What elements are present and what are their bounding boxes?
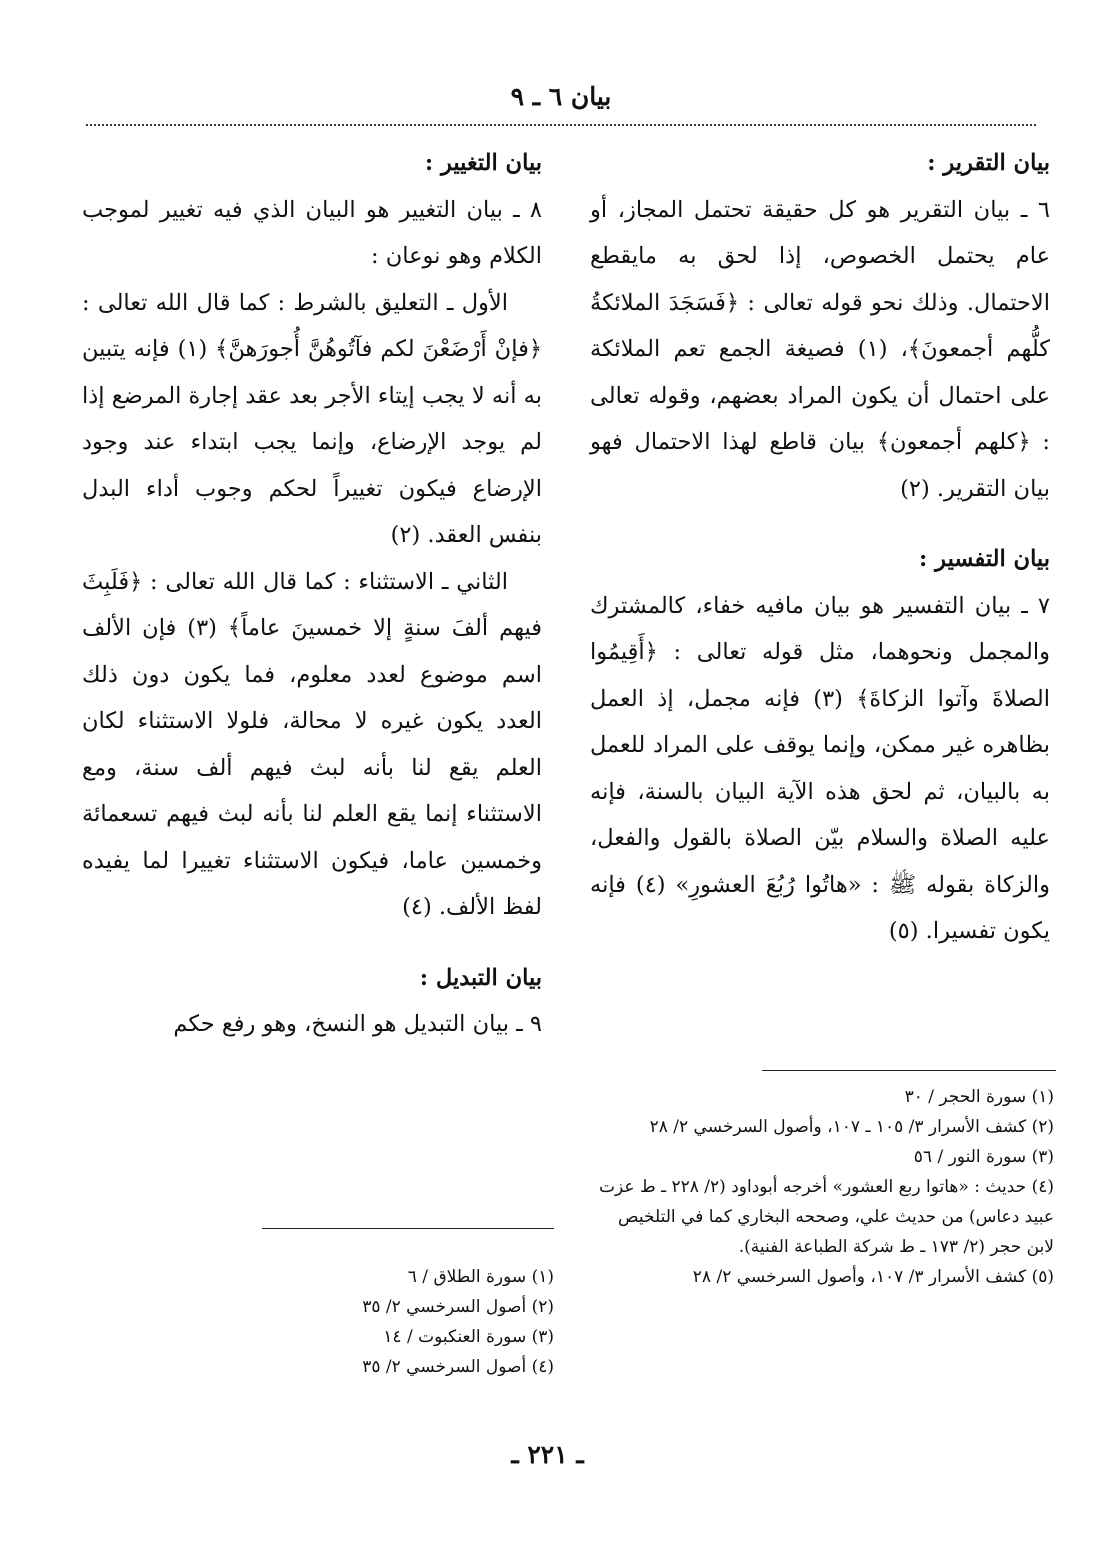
paragraph-istithna: الثاني ـ الاستثناء : كما قال الله تعالى : ﴿فَلَبِثَ فيهم ألفَ سنةٍ إلا خمسينَ عاماً﴾ (٣) فإن الألف اسم موضوع لعدد معلوم، فما يكون دون ذلك العدد يكون غيره لا محالة، فلولا الاستثناء لكان العلم يقع لنا بأنه لبث فيهم ألف سنة، ومع الاستثناء إنما يقع العلم لنا بأنه لبث فيهم تسعمائة وخمسين عاما، فيكون الاستثناء تغييرا لما يفيده لفظ الألف. (٤) — [82, 568, 543, 920]
paragraph-taqrir: ٦ ـ بيان التقرير هو كل حقيقة تحتمل المجاز، أو عام يحتمل الخصوص، إذا لحق به مايقطع الاحتمال. وذلك نحو قوله تعالى : ﴿فَسَجَدَ الملائكةُ كلُّهم أجمعونَ﴾، (١) فصيغة الجمع تعم الملائكة على احتمال أن يكون المراد بعضهم، وقوله تعالى : ﴿كلهم أجمعون﴾ بيان قاطع لهذا الاحتمال فهو بيان التقرير. (٢) — [590, 196, 1051, 502]
footnote: (١) سورة الطلاق / ٦ — [407, 1267, 554, 1287]
paragraph-tafsir: ٧ ـ بيان التفسير هو بيان مافيه خفاء، كالمشترك والمجمل ونحوهما، مثل قوله تعالى : ﴿أَقِيمُوا الصلاةَ وآتوا الزكاةَ﴾ (٣) فإنه مجمل، إذ العمل بظاهره غير ممكن، وإنما يوقف على المراد للعمل به بالبيان، ثم لحق هذه الآية البيان بالسنة، فإنه عليه الصلاة والسلام بيّن الصلاة بالقول والفعل، والزكاة بقوله ﷺ : «هاتُوا رُبُعَ العشورِ» (٤) فإنه يكون تفسيرا. (٥) — [590, 592, 1051, 944]
left-column — [82, 140, 542, 1048]
footnote: (٢) أصول السرخسي ٢/ ٣٥ — [362, 1297, 554, 1317]
section-gap — [82, 931, 542, 955]
section-heading-tabdil: بيان التبديل : — [419, 964, 542, 991]
paragraph-tabdil: ٩ ـ بيان التبديل هو النسخ، وهو رفع حكم — [173, 1011, 542, 1037]
footnote: (٣) سورة العنكبوت / ١٤ — [383, 1327, 554, 1347]
page-header: بيان ٦ ـ ٩ — [510, 82, 612, 111]
footnote: (٣) سورة النور / ٥٦ — [913, 1147, 1054, 1167]
paragraph-taliq: الأول ـ التعليق بالشرط : كما قال الله تعالى : ﴿فإنْ أَرْضَعْنَ لكم فآتُوهُنَّ أُجورَهنَّ﴾ (١) فإنه يتبين به أنه لا يجب إيتاء الأجر بعد عقد إجارة المرضع إذا لم يوجد الإرضاع، وإنما يجب ابتداء عند وجود الإرضاع فيكون تغييراً لحكم وجوب أداء البدل بنفس العقد. (٢) — [82, 289, 543, 548]
section-heading-taqrir: بيان التقرير : — [927, 150, 1050, 176]
footnote-divider-left — [262, 1228, 554, 1229]
header-divider — [86, 124, 1036, 126]
right-column — [590, 140, 1050, 955]
footnotes-left — [300, 1262, 554, 1382]
footnote: (١) سورة الحجر / ٣٠ — [904, 1087, 1054, 1107]
section-heading-tafsir: بيان التفسير : — [919, 546, 1050, 572]
footnote: (٤) حديث : «هاتوا ربع العشور» أخرجه أبوداود (٢/ ٢٢٨ ـ ط عزت عبيد دعاس) من حديث علي، وصححه البخاري كما في التلخيص لابن حجر (٢/ ١٧٣ ـ ط شركة الطباعة الفنية). — [599, 1177, 1054, 1257]
paragraph-taghyir-intro: ٨ ـ بيان التغيير هو البيان الذي فيه تغيير لموجب الكلام وهو نوعان : — [82, 196, 542, 269]
footnote: (٢) كشف الأسرار ٣/ ١٠٥ ـ ١٠٧، وأصول السرخسي ٢/ ٢٨ — [649, 1117, 1054, 1137]
footnote: (٤) أصول السرخسي ٢/ ٣٥ — [362, 1357, 554, 1377]
section-gap — [590, 512, 1050, 536]
page-number: ـ ٢٢١ ـ — [511, 1440, 584, 1469]
footnotes-right — [598, 1082, 1054, 1292]
footnote: (٥) كشف الأسرار ٣/ ١٠٧، وأصول السرخسي ٢/ ٢٨ — [692, 1267, 1054, 1287]
section-heading-taghyir: بيان التغيير : — [424, 150, 542, 176]
footnote-divider-right — [762, 1070, 1056, 1071]
